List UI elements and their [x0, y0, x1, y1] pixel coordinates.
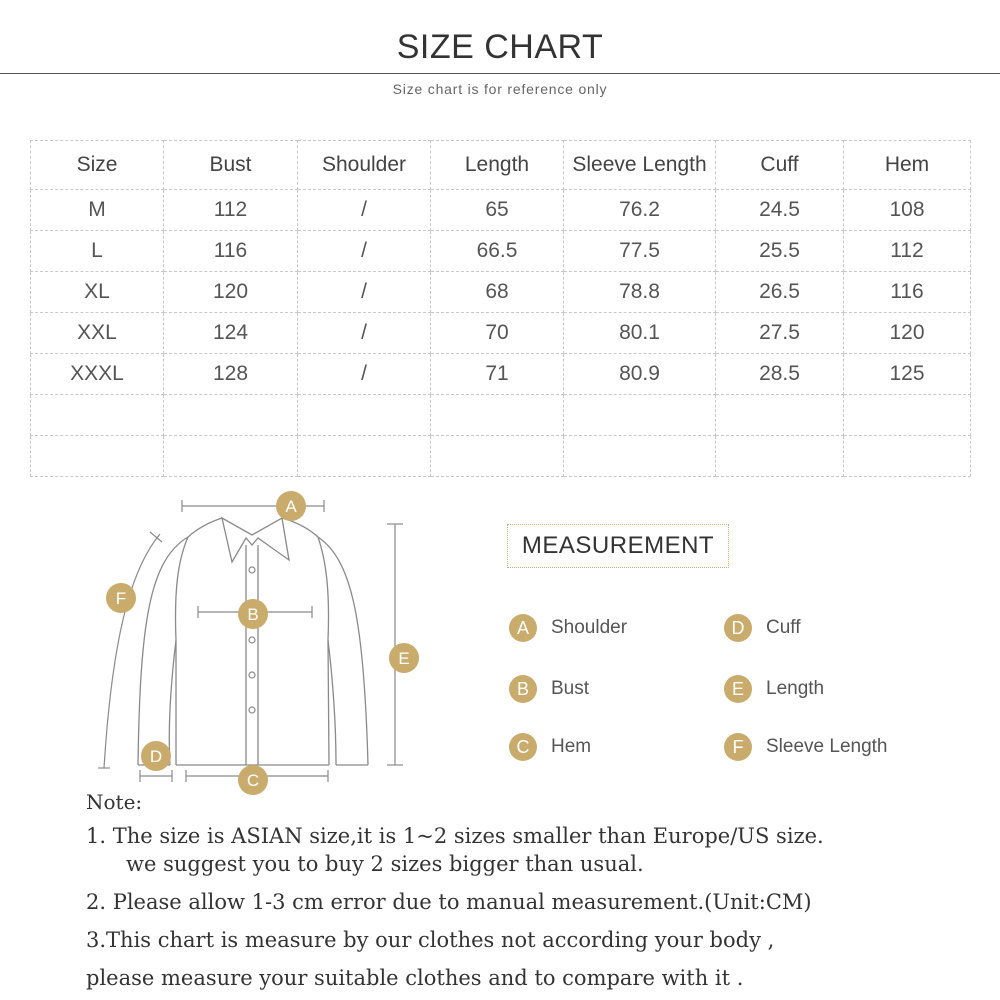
- badge-b-icon: B: [509, 675, 537, 703]
- table-cell: [164, 436, 298, 477]
- note-line: 2. Please allow 1-3 cm error due to manual measurement.(Unit:CM): [86, 890, 812, 914]
- table-cell: [564, 395, 716, 436]
- measurement-title: MEASUREMENT: [507, 524, 729, 568]
- notes-section: [86, 790, 986, 992]
- legend-label: Bust: [551, 678, 590, 699]
- legend-item-cuff: [724, 613, 801, 643]
- table-cell: [431, 395, 564, 436]
- table-cell: XXL: [31, 313, 164, 354]
- note-line: we suggest you to buy 2 sizes bigger than usual.: [126, 852, 644, 876]
- table-cell: 26.5: [716, 272, 844, 313]
- table-cell: 116: [844, 272, 971, 313]
- marker-f-label: F: [115, 589, 127, 608]
- badge-c-icon: C: [509, 733, 537, 761]
- legend-label: Hem: [551, 736, 592, 757]
- marker-a-label: A: [285, 497, 297, 516]
- table-cell: [31, 436, 164, 477]
- column-header-bust: Bust: [164, 141, 298, 190]
- table-cell: [844, 395, 971, 436]
- table-header-row: [31, 141, 971, 190]
- marker-e-label: E: [398, 649, 410, 668]
- table-row-empty: [31, 436, 971, 477]
- legend-label: Cuff: [766, 617, 801, 638]
- marker-f-icon: [106, 583, 136, 613]
- table-cell: [298, 395, 431, 436]
- table-cell: 76.2: [564, 190, 716, 231]
- table-cell: /: [298, 190, 431, 231]
- table-cell: 80.1: [564, 313, 716, 354]
- size-table: [30, 140, 971, 477]
- marker-d-icon: [141, 741, 171, 771]
- table-cell: [716, 395, 844, 436]
- legend-item-shoulder: [509, 613, 627, 643]
- legend-item-hem: [509, 732, 591, 762]
- notes-title: Note:: [86, 790, 143, 814]
- table-cell: 120: [844, 313, 971, 354]
- table-cell: [564, 436, 716, 477]
- marker-e-icon: [389, 643, 419, 673]
- note-line: 3.This chart is measure by our clothes not according your body ,: [86, 928, 775, 952]
- legend-item-length: [724, 674, 824, 704]
- table-cell: 128: [164, 354, 298, 395]
- column-header-sleeve-length: Sleeve Length: [564, 141, 716, 190]
- table-cell: 78.8: [564, 272, 716, 313]
- badge-d-icon: D: [724, 614, 752, 642]
- legend-label: Length: [766, 678, 825, 699]
- table-cell: 112: [164, 190, 298, 231]
- note-line: please measure your suitable clothes and to compare with it .: [86, 966, 744, 990]
- badge-f-icon: F: [724, 733, 752, 761]
- table-cell: [844, 436, 971, 477]
- table-cell: L: [31, 231, 164, 272]
- table-cell: 77.5: [564, 231, 716, 272]
- legend-label: Sleeve Length: [766, 736, 888, 757]
- column-header-cuff: Cuff: [716, 141, 844, 190]
- shirt-diagram: [90, 485, 450, 805]
- legend-label: Shoulder: [551, 617, 628, 638]
- table-cell: 24.5: [716, 190, 844, 231]
- column-header-hem: Hem: [844, 141, 971, 190]
- table-cell: /: [298, 313, 431, 354]
- table-cell: 66.5: [431, 231, 564, 272]
- column-header-shoulder: Shoulder: [298, 141, 431, 190]
- page-subtitle: Size chart is for reference only: [392, 81, 608, 97]
- badge-e-icon: E: [724, 675, 752, 703]
- column-header-length: Length: [431, 141, 564, 190]
- table-cell: XXXL: [31, 354, 164, 395]
- note-line: 1. The size is ASIAN size,it is 1~2 sizes smaller than Europe/US size.: [86, 824, 824, 848]
- table-cell: 71: [431, 354, 564, 395]
- table-cell: M: [31, 190, 164, 231]
- table-cell: /: [298, 272, 431, 313]
- table-row: [31, 313, 971, 354]
- table-cell: 27.5: [716, 313, 844, 354]
- table-cell: 116: [164, 231, 298, 272]
- title-divider: [0, 73, 1000, 74]
- table-cell: 112: [844, 231, 971, 272]
- marker-b-label: B: [247, 605, 259, 624]
- table-cell: [298, 436, 431, 477]
- table-cell: [431, 436, 564, 477]
- table-cell: 28.5: [716, 354, 844, 395]
- table-cell: 70: [431, 313, 564, 354]
- legend-item-bust: [509, 674, 589, 704]
- table-cell: 124: [164, 313, 298, 354]
- table-row-empty: [31, 395, 971, 436]
- page-title: SIZE CHART: [396, 28, 604, 66]
- table-cell: [31, 395, 164, 436]
- marker-c-label: C: [246, 771, 260, 790]
- marker-a-icon: [276, 491, 306, 521]
- table-cell: /: [298, 231, 431, 272]
- table-row: [31, 231, 971, 272]
- table-cell: 65: [431, 190, 564, 231]
- table-cell: 120: [164, 272, 298, 313]
- table-cell: [164, 395, 298, 436]
- table-cell: 108: [844, 190, 971, 231]
- table-cell: XL: [31, 272, 164, 313]
- table-cell: 80.9: [564, 354, 716, 395]
- marker-d-label: D: [149, 747, 163, 766]
- legend-item-sleeve-length: [724, 732, 888, 762]
- table-row: [31, 354, 971, 395]
- table-cell: [716, 436, 844, 477]
- table-cell: 25.5: [716, 231, 844, 272]
- badge-a-icon: A: [509, 614, 537, 642]
- table-cell: 68: [431, 272, 564, 313]
- table-row: [31, 272, 971, 313]
- table-cell: /: [298, 354, 431, 395]
- marker-b-icon: [238, 599, 268, 629]
- column-header-size: Size: [31, 141, 164, 190]
- table-row: [31, 190, 971, 231]
- table-cell: 125: [844, 354, 971, 395]
